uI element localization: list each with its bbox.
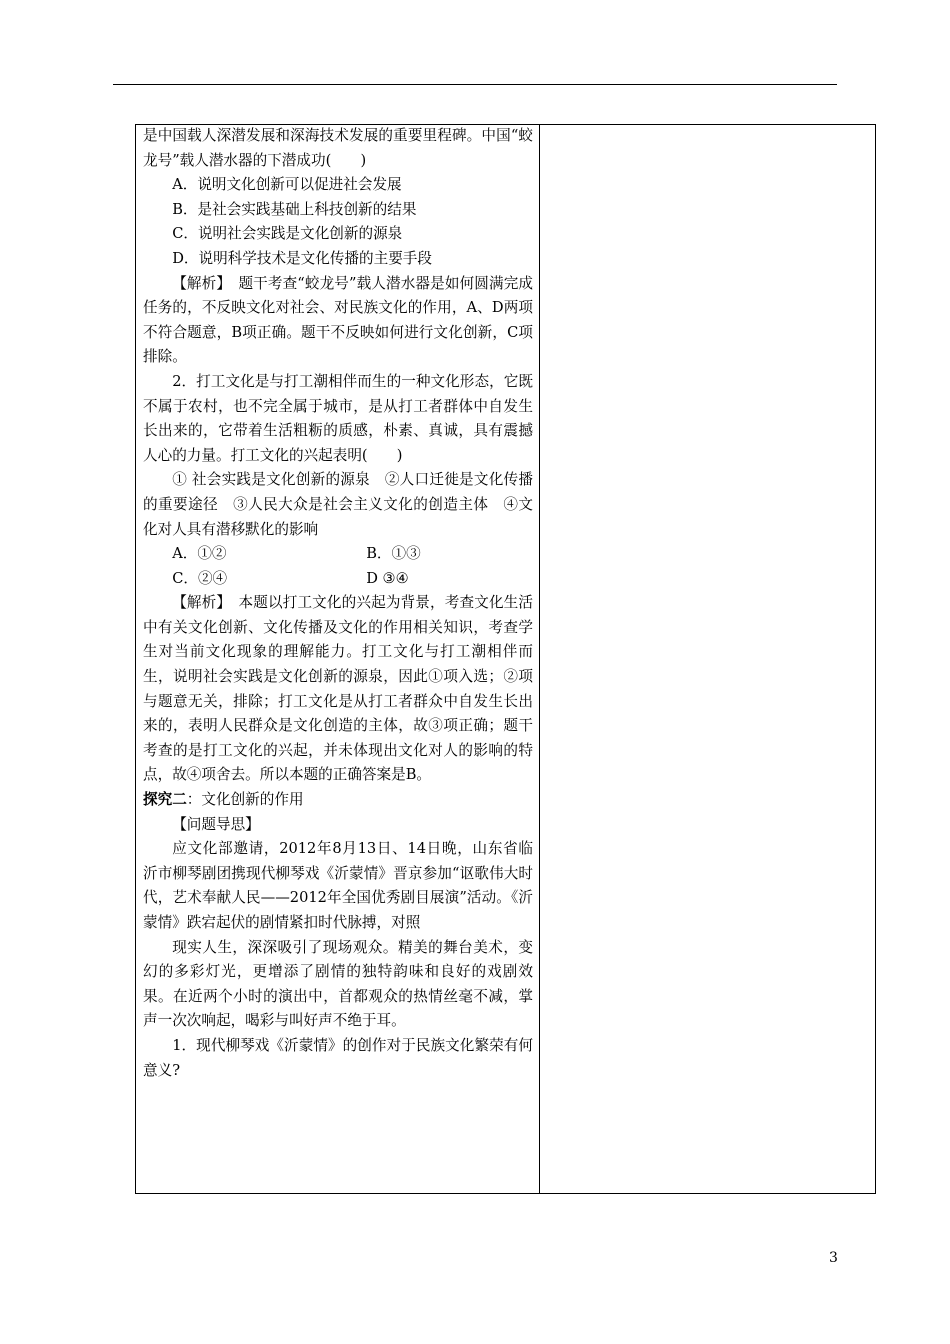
analysis-2: 【解析】 本题以打工文化的兴起为背景，考查文化生活中有关文化创新、文化传播及文化的作用相关知识，考查学生对当前文化现象的理解能力。打工文化与打工潮相伴而生，说明社会实践是文化创新的源泉，因此①项入选；②项与题意无关，排除；打工文化是从打工者群众中自发生长出来的，表明人民群众是文化创造的主体，故③项正确；题干考查的是打工文化的兴起，并未体现出文化对人的影响的特点，故④项舍去。所以本题的正确答案是B。 — [143, 594, 533, 784]
question-2-items: ① 社会实践是文化创新的源泉 ②人口迁徙是文化传播的重要途径 ③人民大众是社会主义文化的创造主体 ④文化对人具有潜移默化的影响 — [143, 471, 533, 538]
section-label: 探究二 — [143, 791, 187, 809]
q2-options-row-2 — [143, 567, 533, 592]
question-2-stem: 2．打工文化是与打工潮相伴而生的一种文化形态，它既不属于农村，也不完全属于城市，是从打工者群体中自发生长出来的，它带着生活粗粝的质感，朴素、真诚，具有震撼人心的力量。打工文化的兴起表明( ) — [143, 372, 533, 464]
question-3: 1．现代柳琴戏《沂蒙情》的创作对于民族文化繁荣有何意义? — [143, 1036, 533, 1079]
guide-label: 【问题导思】 — [172, 815, 260, 833]
material-paragraph-1: 应文化部邀请，2012年8月13日、14日晚，山东省临沂市柳琴剧团携现代柳琴戏《沂蒙情》晋京参加“讴歌伟大时代，艺术奉献人民——2012年全国优秀剧目展演”活动。《沂蒙情》跌宕起伏的剧情紧扣时代脉搏，对照 — [143, 840, 533, 931]
q2-option-b: B．①③ — [366, 545, 421, 563]
question-1-stem: 是中国载人深潜发展和深海技术发展的重要里程碑。中国“蛟龙号”载人潜水器的下潜成功( ) — [143, 127, 533, 169]
page-number: 3 — [829, 1250, 838, 1266]
q2-option-d: D ③④ — [366, 569, 409, 587]
q1-option-c: C．说明社会实践是文化创新的源泉 — [172, 225, 403, 243]
q1-option-a: A．说明文化创新可以促进社会发展 — [172, 176, 402, 194]
q2-option-c: C．②④ — [172, 569, 228, 587]
section-title: ：文化创新的作用 — [186, 791, 304, 809]
table-column-divider — [539, 124, 540, 1194]
q1-option-d: D．说明科学技术是文化传播的主要手段 — [172, 249, 432, 267]
material-paragraph-2: 现实人生，深深吸引了现场观众。精美的舞台美术，变幻的多彩灯光，更增添了剧情的独特韵味和良好的戏剧效果。在近两个小时的演出中，首都观众的热情丝毫不减，掌声一次次响起，喝彩与叫好声不绝于耳。 — [143, 938, 533, 1030]
q1-option-b: B．是社会实践基础上科技创新的结果 — [172, 200, 417, 218]
section-heading — [143, 788, 533, 813]
q2-option-a: A．①② — [172, 545, 227, 563]
table-left-cell — [143, 124, 533, 1083]
header-rule — [113, 84, 837, 85]
q2-options-row-1 — [143, 542, 533, 567]
analysis-1: 【解析】 题干考查“蛟龙号”载人潜水器是如何圆满完成任务的，不反映文化对社会、对民族文化的作用，A、D两项不符合题意，B项正确。题干不反映如何进行文化创新，C项排除。 — [143, 274, 533, 366]
